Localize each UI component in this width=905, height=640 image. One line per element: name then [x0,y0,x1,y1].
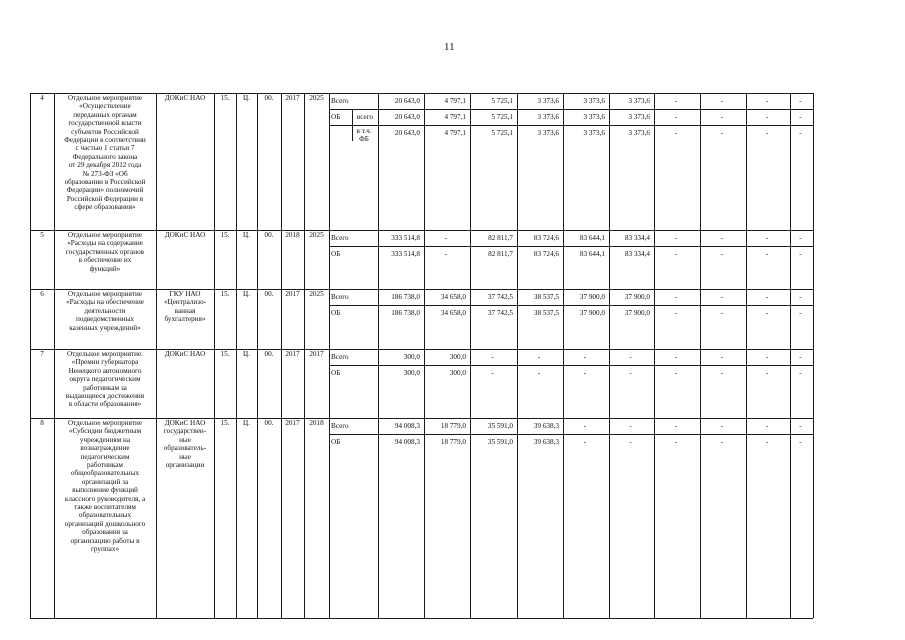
funding-year-value: - [720,129,724,137]
funding-year-value: 83 334,4 [624,250,650,258]
code-program: 15. [220,231,230,239]
funding-source: Всего [331,422,349,430]
executor-line: образователь- [163,444,207,453]
table-rule-horizontal [30,618,813,619]
funding-year-value: 3 373,6 [537,129,559,137]
activity-name-line: Ненецкого автономного [68,366,142,375]
funding-year-value: - [799,422,802,430]
row-number: 7 [40,350,44,358]
funding-source: ОБ [331,309,341,317]
funding-year-value: - [674,293,678,301]
funding-year-value: - [674,129,678,137]
funding-year-value: - [720,234,724,242]
end-year: 2017 [309,350,324,358]
row-number: 4 [40,94,44,102]
code-activity: 00. [264,290,274,298]
activity-name-line: образовательных [78,511,132,520]
activity-name-line: Российской Федерации в [66,194,144,203]
executor-line: ные [179,435,191,444]
end-year: 2025 [309,231,324,239]
activity-name-line: классного руководителя, а [64,494,146,503]
funding-year-value: - [537,369,541,377]
funding-year-value: 5 725,1 [491,129,513,137]
activity-name-line: Отдельное мероприятие [67,231,143,239]
funding-year-value: 3 373,6 [628,97,650,105]
funding-year-value: - [765,438,769,446]
executor-line: «Централизо- [163,298,207,307]
funding-year-value: - [720,369,724,377]
activity-name-line: № 273-ФЗ «Об [82,169,128,178]
funding-year-value: - [629,353,632,361]
funding-year-value: 39 638,3 [533,438,559,446]
funding-year-value: - [674,113,678,121]
activity-name-line: организаций дошкольного [64,519,146,528]
funding-year-value: - [720,97,724,105]
activity-name-line: сфере образования» [74,203,136,212]
table-rule-horizontal [329,434,813,435]
funding-year-value: 38 537,5 [533,293,559,301]
activity-name-line: «Осуществление [79,102,131,111]
activity-name-line: Федерального закона [72,152,138,161]
funding-year-value: - [629,369,632,377]
funding-year-value: - [799,438,802,446]
funding-year-value: - [765,369,769,377]
funding-year-value: - [674,250,678,258]
activity-name-line: работникам [87,461,123,469]
funding-year-value: - [765,97,769,105]
funding-year-value: 83 724,6 [533,250,559,258]
funding-source: ОБ [331,438,341,446]
funding-year-value: 18 779,0 [440,438,466,446]
funding-total: 94 008,3 [394,438,420,446]
activity-name-line: от 29 декабря 2012 года [68,161,142,170]
end-year: 2025 [309,290,324,298]
funding-year-value: - [674,97,678,105]
funding-year-value: 300,0 [449,369,466,377]
activity-name-line: государственной власти [68,119,142,128]
table-rule-vertical [30,93,31,618]
code-subprogram: Ц. [243,290,250,298]
funding-year-value: 83 644,1 [579,234,605,242]
code-activity: 00. [264,350,274,358]
funding-year-value: - [674,369,678,377]
start-year: 2017 [285,94,300,102]
activity-name-line: «Субсидии бюджетным [68,427,142,436]
code-activity: 00. [264,94,274,102]
activity-name-line: деятельности [84,306,126,315]
executor-line: ГКУ НАО [169,290,201,298]
table-rule-vertical [517,93,518,618]
funding-year-value: - [583,438,587,446]
funding-year-value: - [629,422,632,430]
table-rule-vertical [424,93,425,618]
funding-total: 333 514,8 [391,250,420,258]
activity-name-line: Отдельное мероприятие [67,94,143,102]
funding-total: 20 643,0 [394,129,420,137]
funding-year-value: - [629,438,632,446]
funding-year-value: - [720,250,724,258]
activity-name-line: Федерации в соответствии [64,136,146,144]
activity-name-line: выдающиеся достижения [65,392,145,400]
activity-name-line: Федерации» полномочий [66,186,144,195]
funding-year-value: 39 638,3 [533,422,559,430]
funding-year-value: - [674,422,678,430]
funding-year-value: - [799,369,802,377]
activity-name-line: общеобразовательных [70,469,140,478]
funding-subsource: всего [356,113,374,121]
activity-name-line: Отдельное мероприятие. [67,350,143,358]
executor-line: государствен- [163,427,207,436]
activity-name-line: переданных органам [73,110,137,119]
table-rule-vertical [470,93,471,618]
code-activity: 00. [264,231,274,239]
funding-year-value: 37 742,5 [487,293,513,301]
activity-name-line: «Расходы на обеспечение [66,298,144,307]
code-subprogram: Ц. [243,94,250,102]
funding-year-value: - [720,422,724,430]
funding-year-value: 3 373,6 [628,129,650,137]
start-year: 2018 [285,231,300,239]
end-year: 2025 [309,94,324,102]
funding-source: Всего [331,293,349,301]
funding-total: 186 738,0 [391,309,420,317]
funding-source: ОБ [331,113,341,121]
table-rule-vertical [352,109,353,141]
funding-year-value: 5 725,1 [491,97,513,105]
activity-name-line: вознаграждение [80,444,130,453]
funding-total: 300,0 [403,353,420,361]
funding-year-value: 37 900,0 [624,309,650,317]
funding-year-value: - [583,422,587,430]
activity-name-line: субъектов Российской [71,127,139,136]
funding-year-value: 3 373,6 [537,113,559,121]
table-rule-vertical [813,93,814,618]
executor-line: ДОКиС НАО [164,94,206,102]
funding-year-value: 18 779,0 [440,422,466,430]
table-rule-vertical [329,93,330,618]
table-rule-vertical [654,93,655,618]
funding-year-value: - [674,438,678,446]
funding-year-value: - [674,353,678,361]
code-subprogram: Ц. [243,350,250,358]
activity-name-line: «Расходы на содержание [67,239,143,248]
table-rule-vertical [378,93,379,618]
executor-line: ванная [174,306,196,315]
funding-year-value: - [799,97,802,105]
funding-total: 20 643,0 [394,113,420,121]
table-rule-vertical [746,93,747,618]
funding-year-value: - [720,293,724,301]
funding-year-value: 83 334,4 [624,234,650,242]
code-subprogram: Ц. [243,231,250,239]
funding-year-value: - [674,309,678,317]
table-rule-horizontal [329,305,813,306]
page-number: 11 [444,41,455,53]
funding-year-value: 4 797,1 [444,97,466,105]
row-number: 6 [40,290,44,298]
funding-year-value: - [720,353,724,361]
activity-name-line: государственных органов [65,247,145,256]
activity-name-line: группах» [90,545,120,553]
funding-year-value: 34 658,0 [440,309,466,317]
funding-year-value: 4 797,1 [444,113,466,121]
code-activity: 00. [264,419,274,427]
funding-year-value: - [799,129,802,137]
funding-year-value: - [674,234,678,242]
funding-total: 333 514,8 [391,234,420,242]
activity-name-line: также воспитателям [74,503,136,511]
table-rule-horizontal [329,246,813,247]
funding-source: Всего [331,97,349,105]
funding-year-value: - [765,113,769,121]
table-rule-vertical [700,93,701,618]
funding-year-value: 83 724,6 [533,234,559,242]
funding-year-value: 83 644,1 [579,250,605,258]
funding-total: 186 738,0 [391,293,420,301]
funding-year-value: - [765,129,769,137]
funding-year-value: - [765,234,769,242]
funding-year-value: 3 373,6 [583,113,605,121]
funding-year-value: - [799,293,802,301]
funding-source: ОБ [331,369,341,377]
funding-year-value: - [799,234,802,242]
activity-name-line: организаций за [81,477,129,486]
funding-year-value: 35 591,0 [487,438,513,446]
activity-name-line: казенных учреждений» [69,323,141,332]
funding-year-value: 3 373,6 [583,129,605,137]
activity-name-line: в обеспечение их [78,256,132,265]
funding-year-value: - [583,369,587,377]
funding-year-value: 37 900,0 [624,293,650,301]
funding-year-value: - [491,369,494,377]
funding-year-value: 5 725,1 [491,113,513,121]
activity-name-line: в области образования» [68,400,142,409]
funding-year-value: - [765,422,769,430]
table-rule-vertical [563,93,564,618]
activity-name-line: округа педагогическим [69,375,141,384]
funding-year-value: 82 811,7 [488,250,513,258]
code-program: 15. [220,350,230,358]
funding-year-value: 37 900,0 [579,309,605,317]
executor-line: ные [179,452,191,461]
activity-name-line: с частью 1 статьи 7 [75,144,135,153]
table-rule-horizontal [329,365,813,366]
funding-year-value: 35 591,0 [487,422,513,430]
activity-name-line: работникам за [83,383,127,392]
funding-subsource: в т.ч. ФБ [356,127,372,143]
activity-name-line: выполнение функций [72,486,138,495]
activity-name-line: Отдельное мероприятие [67,419,143,427]
funding-total: 94 008,3 [394,422,420,430]
table-rule-vertical [609,93,610,618]
executor-line: бухгалтерия» [164,315,206,324]
funding-year-value: 3 373,6 [628,113,650,121]
table-rule-horizontal [329,125,813,126]
funding-year-value: 3 373,6 [583,97,605,105]
end-year: 2018 [309,419,324,427]
funding-source: Всего [331,353,349,361]
activity-name-line: подведомственных [76,315,134,324]
executor-line: ДОКиС НАО [164,350,206,358]
start-year: 2017 [285,419,300,427]
activity-name-line: организацию работы в [70,536,140,545]
activity-name-line: педагогическим [80,452,130,461]
funding-year-value: - [444,250,448,258]
funding-year-value: 82 811,7 [488,234,513,242]
funding-year-value: - [765,353,769,361]
funding-year-value: 37 742,5 [487,309,513,317]
funding-year-value: - [537,353,541,361]
code-program: 15. [220,419,230,427]
funding-year-value: - [799,113,802,121]
funding-year-value: - [720,113,724,121]
funding-year-value: - [799,353,802,361]
table-rule-vertical [790,93,791,618]
funding-source: ОБ [331,250,341,258]
funding-year-value: 4 797,1 [444,129,466,137]
row-number: 5 [40,231,44,239]
executor-line: ДОКиС НАО [164,419,206,427]
funding-year-value: 37 900,0 [579,293,605,301]
funding-year-value: 34 658,0 [440,293,466,301]
start-year: 2017 [285,350,300,358]
funding-total: 20 643,0 [394,97,420,105]
funding-year-value: - [720,309,724,317]
row-number: 8 [40,419,44,427]
funding-year-value: - [799,250,802,258]
activity-name-line: учреждениям на [79,435,131,444]
executor-line: ДОКиС НАО [164,231,206,239]
funding-year-value: - [583,353,587,361]
funding-year-value: - [444,234,448,242]
activity-name-line: образовании в Российской [64,178,146,186]
start-year: 2017 [285,290,300,298]
executor-line: организации [165,461,205,469]
code-program: 15. [220,290,230,298]
code-subprogram: Ц. [243,419,250,427]
activity-name-line: «Премии губернатора [71,358,139,367]
activity-name-line: функций» [89,264,121,273]
funding-source: Всего [331,234,349,242]
funding-year-value: - [765,309,769,317]
funding-total: 300,0 [403,369,420,377]
activity-name-line: образования за [82,528,128,537]
activity-name-line: Отдельное мероприятие [67,290,143,298]
funding-year-value: - [491,353,494,361]
funding-year-value: 38 537,5 [533,309,559,317]
table-rule-horizontal [329,109,813,110]
funding-year-value: - [720,438,724,446]
funding-year-value: - [765,250,769,258]
funding-year-value: - [799,309,802,317]
funding-year-value: 300,0 [449,353,466,361]
funding-year-value: - [765,293,769,301]
code-program: 15. [220,94,230,102]
funding-year-value: 3 373,6 [537,97,559,105]
